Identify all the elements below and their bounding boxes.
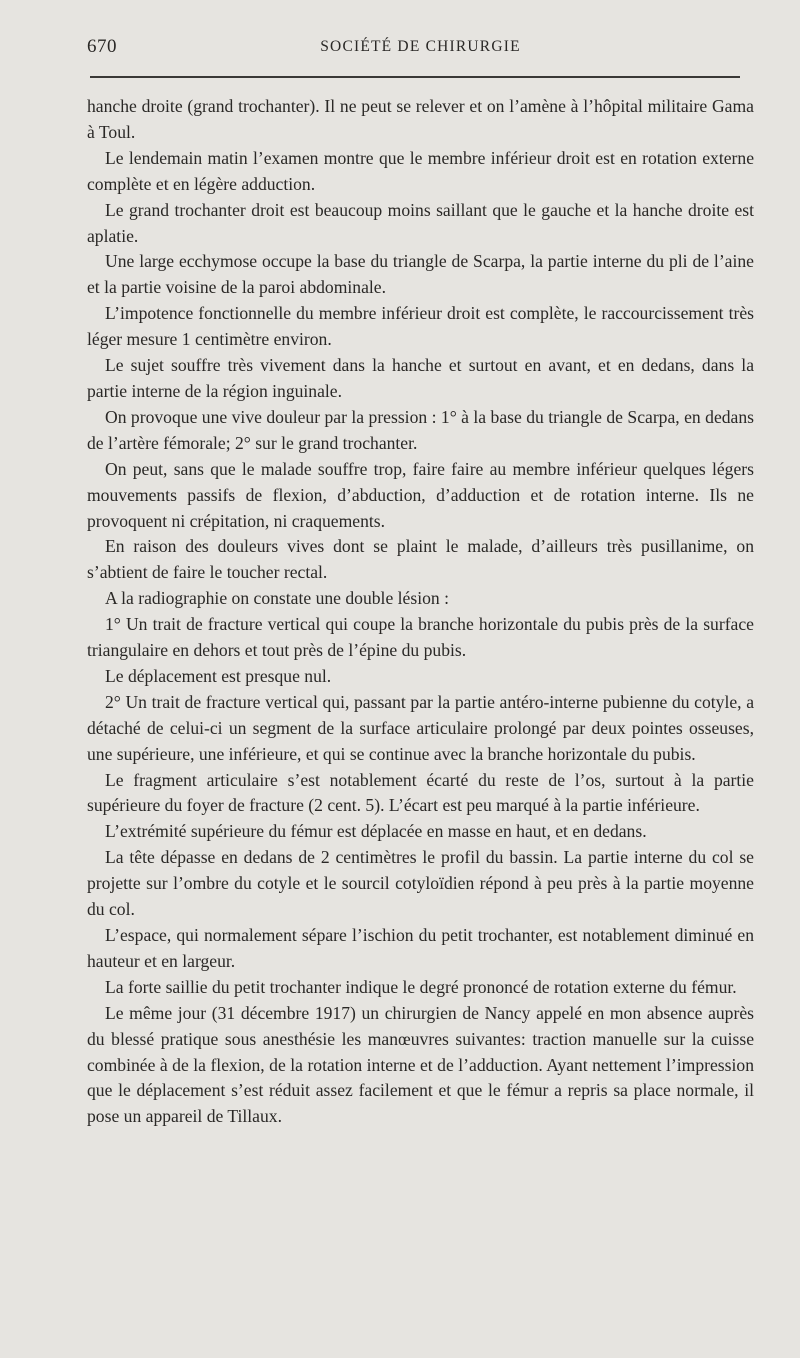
- paragraph: L’extrémité supérieure du fémur est déplacée en masse en haut, et en dedans.: [105, 821, 647, 842]
- paragraph: 2° Un trait de fracture vertical qui, passant par la partie antéro-interne pubienne du cotyle, a détaché de celui-ci un segment de la surface articulaire prolongé par deux pointes osseuses, une supérieure, une inférieure, et qui se continue avec la branche horizontale du pubis.: [87, 691, 754, 764]
- paragraph: A la radiographie on constate une double lésion :: [105, 588, 449, 609]
- paragraph: Le sujet souffre très vivement dans la hanche et surtout en avant, et en dedans, dans la partie interne de la région inguinale.: [87, 355, 754, 401]
- paragraph: En raison des douleurs vives dont se plaint le malade, d’ailleurs très pusillanime, on s’abtient de faire le toucher rectal.: [87, 536, 754, 583]
- paragraph: L’impotence fonctionnelle du membre inférieur droit est complète, le raccourcissement très léger mesure 1 centimètre environ.: [87, 303, 754, 350]
- body-text: [87, 94, 754, 1130]
- paragraph: Le même jour (31 décembre 1917) un chirurgien de Nancy appelé en mon absence auprès du blessé pratique sous anesthésie les manœuvres suivantes: traction manuelle sur la cuisse combinée à de la flexion, de la rotation interne et de l’adduction. Ayant nettement l’impression que le déplacement s’est réduit assez facilement et que le fémur a repris sa place normale, il pose un appareil de Tillaux.: [87, 1002, 754, 1127]
- paragraph: Le grand trochanter droit est beaucoup moins saillant que le gauche et la hanche droite est aplatie.: [87, 199, 754, 246]
- running-head: SOCIÉTÉ DE CHIRURGIE: [320, 38, 521, 55]
- paragraph: L’espace, qui normalement sépare l’ischion du petit trochanter, est notablement diminué en hauteur et en largeur.: [87, 925, 754, 971]
- paragraph: 1° Un trait de fracture vertical qui coupe la branche horizontale du pubis près de la surface triangulaire en dehors et tout près de l’épine du pubis.: [87, 614, 754, 661]
- paragraph: hanche droite (grand trochanter). Il ne peut se relever et on l’amène à l’hôpital militaire Gama à Toul.: [87, 96, 754, 142]
- paragraph: La tête dépasse en dedans de 2 centimètres le profil du bassin. La partie interne du col se projette sur l’ombre du cotyle et le sourcil cotyloïdien répond à peu près à la partie moyenne du col.: [87, 847, 754, 920]
- page-number: 670: [87, 36, 117, 57]
- paragraph: On peut, sans que le malade souffre trop, faire faire au membre inférieur quelques légers mouvements passifs de flexion, d’abduction, d’adduction et de rotation interne. Ils ne provoquent ni crépitation, ni craquements.: [87, 458, 754, 531]
- paragraph: La forte saillie du petit trochanter indique le degré prononcé de rotation externe du fémur.: [105, 976, 737, 997]
- header-rule: [90, 76, 740, 78]
- paragraph: Le déplacement est presque nul.: [105, 665, 332, 686]
- paragraph: Le lendemain matin l’examen montre que le membre inférieur droit est en rotation externe complète et en légère adduction.: [87, 147, 754, 194]
- paragraph: Le fragment articulaire s’est notablement écarté du reste de l’os, surtout à la partie supérieure du foyer de fracture (2 cent. 5). L’écart est peu marqué à la partie inférieure.: [87, 769, 754, 816]
- paragraph: On provoque une vive douleur par la pression : 1° à la base du triangle de Scarpa, en dedans de l’artère fémorale; 2° sur le grand trochanter.: [87, 406, 754, 453]
- paragraph: Une large ecchymose occupe la base du triangle de Scarpa, la partie interne du pli de l’aine et la partie voisine de la paroi abdominale.: [87, 251, 754, 298]
- page-header: [87, 0, 754, 62]
